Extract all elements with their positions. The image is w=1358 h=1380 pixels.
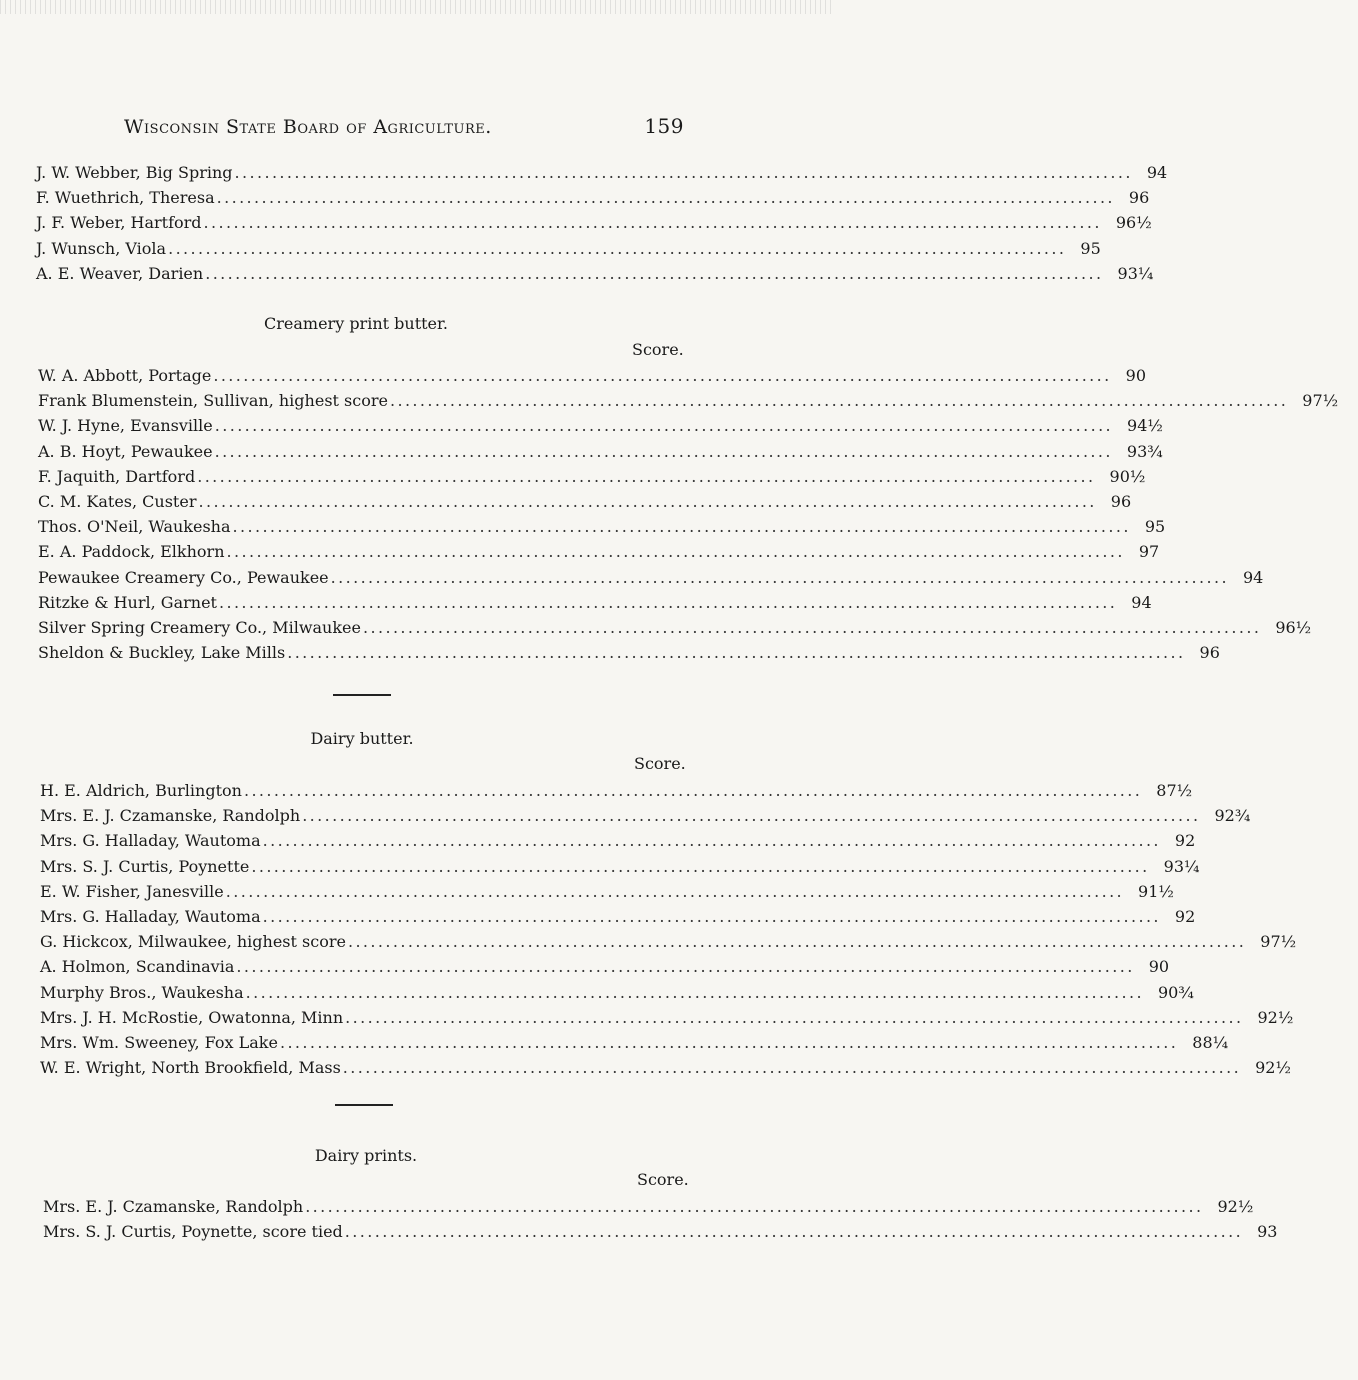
list-item: Murphy Bros., Waukesha ........................................................................................................................ 90¾ xyxy=(40,982,1194,1002)
creamery-print-list xyxy=(38,363,1339,665)
list-item: Thos. O'Neil, Waukesha ........................................................................................................................ 95 xyxy=(38,517,1166,537)
list-item: Mrs. E. J. Czamanske, Randolph ........................................................................................................................ 92½ xyxy=(43,1197,1254,1216)
score-column-header: Score. xyxy=(637,1170,689,1189)
list-item: A. B. Hoyt, Pewaukee ........................................................................................................................ 93¾ xyxy=(38,441,1163,461)
scan-noise-strip xyxy=(0,0,831,14)
list-item: Pewaukee Creamery Co., Pewaukee ........................................................................................................................ 94 xyxy=(38,567,1264,587)
list-item: C. M. Kates, Custer ........................................................................................................................ 96 xyxy=(38,491,1132,511)
page-number: 159 xyxy=(644,114,684,138)
list-item: F. Wuethrich, Theresa ........................................................................................................................ 96 xyxy=(36,188,1150,208)
list-item: Mrs. G. Halladay, Wautoma ........................................................................................................................ 92 xyxy=(40,831,1196,851)
list-item: A. E. Weaver, Darien ........................................................................................................................ 93¼ xyxy=(36,263,1154,283)
list-item: E. W. Fisher, Janesville ........................................................................................................................ 91½ xyxy=(40,881,1174,901)
list-item: Mrs. E. J. Czamanske, Randolph ........................................................................................................................ 92¾ xyxy=(40,806,1251,826)
header-title: Wisconsin State Board of Agriculture. xyxy=(124,116,492,138)
list-item: Mrs. S. J. Curtis, Poynette ........................................................................................................................ 93¼ xyxy=(40,856,1200,876)
list-item: J. F. Weber, Hartford ........................................................................................................................ 96½ xyxy=(36,213,1152,233)
list-item: Mrs. J. H. McRostie, Owatonna, Minn ........................................................................................................................ 92½ xyxy=(40,1007,1294,1027)
score-column-header: Score. xyxy=(632,340,684,359)
dairy-prints-list xyxy=(43,1194,1278,1244)
list-item: W. A. Abbott, Portage ........................................................................................................................ 90 xyxy=(38,366,1146,385)
list-item: E. A. Paddock, Elkhorn ........................................................................................................................ 97 xyxy=(38,542,1160,562)
list-item: Silver Spring Creamery Co., Milwaukee ........................................................................................................................ 96½ xyxy=(38,617,1312,637)
list-item: Mrs. G. Halladay, Wautoma ........................................................................................................................ 92 xyxy=(40,906,1196,926)
continued-entries xyxy=(36,160,1168,286)
section-title-dairy-prints: Dairy prints. xyxy=(314,1146,418,1165)
list-item: Mrs. Wm. Sweeney, Fox Lake ........................................................................................................................ 88¼ xyxy=(40,1032,1229,1052)
list-item: A. Holmon, Scandinavia ........................................................................................................................ 90 xyxy=(40,957,1170,977)
list-item: F. Jaquith, Dartford ........................................................................................................................ 90½ xyxy=(38,466,1146,486)
list-item: Frank Blumenstein, Sullivan, highest score ........................................................................................................................ 97½ xyxy=(38,391,1339,411)
dairy-butter-list xyxy=(40,778,1297,1080)
list-item: W. J. Hyne, Evansville ........................................................................................................................ 94½ xyxy=(38,416,1163,436)
list-item: J. W. Webber, Big Spring ........................................................................................................................ 94 xyxy=(36,163,1168,182)
list-item: Sheldon & Buckley, Lake Mills ........................................................................................................................ 96 xyxy=(38,643,1220,663)
list-item: Mrs. S. J. Curtis, Poynette, score tied ........................................................................................................................ 93 xyxy=(43,1222,1278,1242)
list-item: Ritzke & Hurl, Garnet ........................................................................................................................ 94 xyxy=(38,592,1152,612)
list-item: G. Hickcox, Milwaukee, highest score ........................................................................................................................ 97½ xyxy=(40,932,1297,952)
section-divider xyxy=(335,1104,393,1106)
list-item: J. Wunsch, Viola ........................................................................................................................ 95 xyxy=(36,238,1101,258)
section-title-creamery-print: Creamery print butter. xyxy=(264,314,448,333)
score-column-header: Score. xyxy=(634,754,686,773)
list-item: W. E. Wright, North Brookfield, Mass ........................................................................................................................ 92½ xyxy=(40,1058,1291,1078)
section-divider xyxy=(333,694,391,696)
section-title-dairy-butter: Dairy butter. xyxy=(310,729,414,748)
list-item: H. E. Aldrich, Burlington ........................................................................................................................ 87½ xyxy=(40,781,1193,800)
running-header xyxy=(124,116,684,138)
